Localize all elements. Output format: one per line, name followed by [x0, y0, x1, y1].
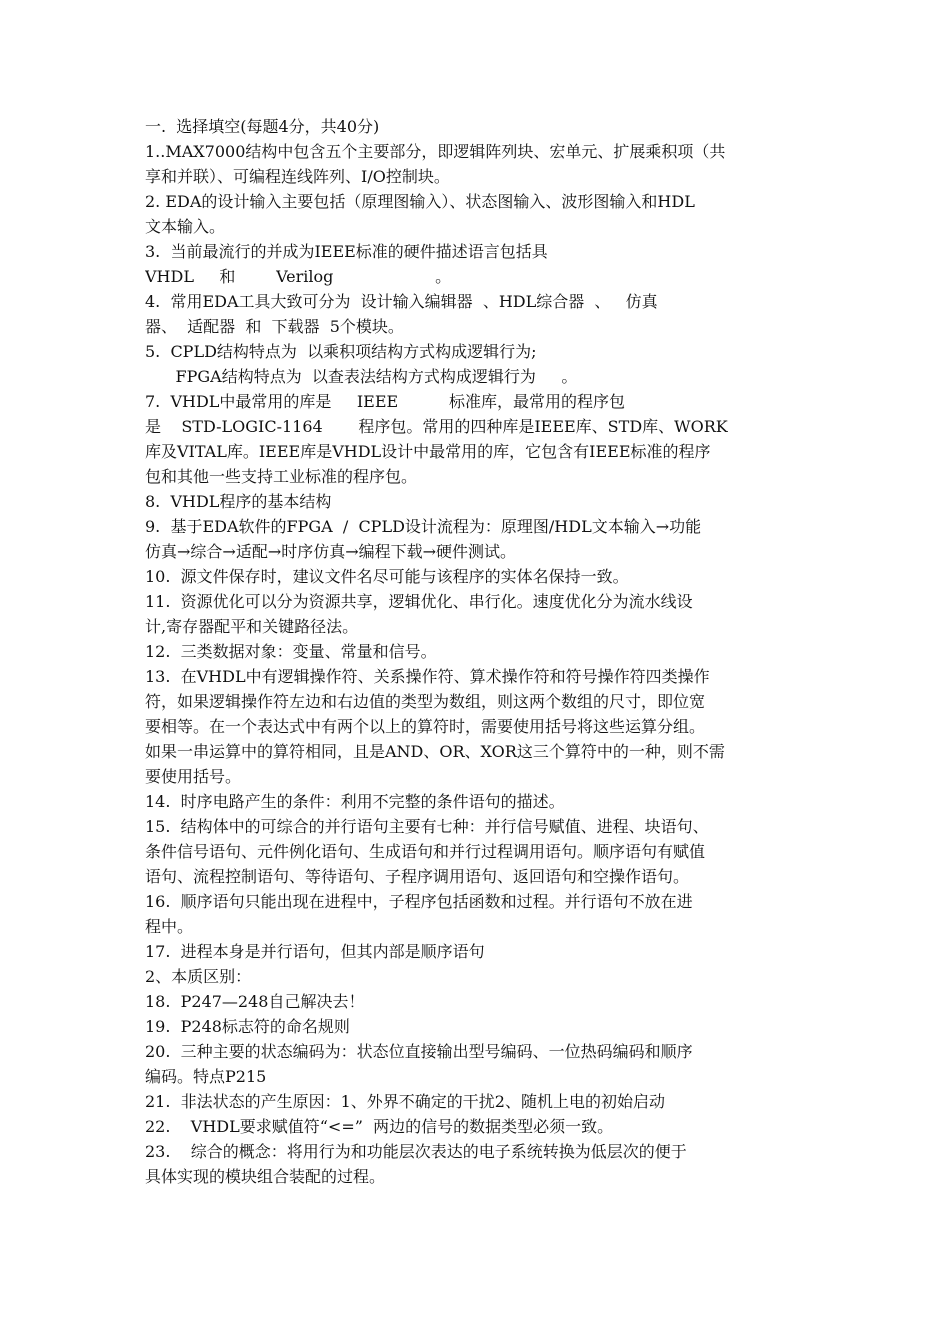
- text-line: 语句、流程控制语句、等待语句、子程序调用语句、返回语句和空操作语句。: [145, 867, 690, 886]
- text-line: 20. 三种主要的状态编码为：状态位直接输出型号编码、一位热码编码和顺序: [145, 1042, 693, 1061]
- text-line: 仿真→综合→适配→时序仿真→编程下载→硬件测试。: [145, 542, 517, 561]
- text-line: 库及VITAL库。IEEE库是VHDL设计中最常用的库，它包含有IEEE标准的程序: [145, 442, 711, 461]
- text-line: 9. 基于EDA软件的FPGA / CPLD设计流程为：原理图/HDL文本输入→功能: [145, 517, 702, 536]
- text-line: 编码。特点P215: [145, 1067, 267, 1086]
- text-line: 文本输入。: [145, 217, 226, 236]
- text-line: 4. 常用EDA工具大致可分为 设计输入编辑器 、HDL综合器 、 仿真: [145, 292, 658, 311]
- text-line: 2、本质区别：: [145, 967, 252, 986]
- text-line: 7. VHDL中最常用的库是 IEEE 标准库，最常用的程序包: [145, 392, 626, 411]
- text-line: 符，如果逻辑操作符左边和右边值的类型为数组，则这两个数组的尺寸，即位宽: [145, 692, 706, 711]
- text-line: 条件信号语句、元件例化语句、生成语句和并行过程调用语句。顺序语句有赋值: [145, 842, 706, 861]
- text-line: FPGA结构特点为 以查表法结构方式构成逻辑行为 。: [145, 367, 578, 386]
- text-line: 12. 三类数据对象：变量、常量和信号。: [145, 642, 437, 661]
- text-line: 1..MAX7000结构中包含五个主要部分，即逻辑阵列块、宏单元、扩展乘积项（共: [145, 142, 726, 161]
- text-line: 享和并联）、可编程连线阵列、I/O控制块。: [145, 167, 450, 186]
- text-line: 16. 顺序语句只能出现在进程中，子程序包括函数和过程。并行语句不放在进: [145, 892, 693, 911]
- text-line: 计,寄存器配平和关键路径法。: [145, 617, 359, 636]
- text-line: 5. CPLD结构特点为 以乘积项结构方式构成逻辑行为;: [145, 342, 537, 361]
- text-line: 要相等。在一个表达式中有两个以上的算符时，需要使用括号将这些运算分组。: [145, 717, 706, 736]
- text-line: 22. VHDL要求赋值符“<=” 两边的信号的数据类型必须一致。: [145, 1117, 614, 1136]
- text-line: 是 STD-LOGIC-1164 程序包。常用的四种库是IEEE库、STD库、WORK: [145, 417, 728, 436]
- text-line: 13. 在VHDL中有逻辑操作符、关系操作符、算术操作符和符号操作符四类操作: [145, 667, 710, 686]
- text-line: 17. 进程本身是并行语句，但其内部是顺序语句: [145, 942, 485, 961]
- text-line: 11. 资源优化可以分为资源共享，逻辑优化、串行化。速度优化分为流水线设: [145, 592, 693, 611]
- text-line: 14. 时序电路产生的条件：利用不完整的条件语句的描述。: [145, 792, 565, 811]
- text-line: 18. P247—248自己解决去！: [145, 992, 365, 1011]
- text-line: 3. 当前最流行的并成为IEEE标准的硬件描述语言包括具: [145, 242, 548, 261]
- text-line: 器、 适配器 和 下载器 5个模块。: [145, 317, 404, 336]
- text-line: 如果一串运算中的算符相同，且是AND、OR、XOR这三个算符中的一种，则不需: [145, 742, 725, 761]
- text-line: 19. P248标志符的命名规则: [145, 1017, 350, 1036]
- document-body: [145, 114, 810, 1189]
- text-line: 10. 源文件保存时，建议文件名尽可能与该程序的实体名保持一致。: [145, 567, 629, 586]
- text-line: 23. 综合的概念：将用行为和功能层次表达的电子系统转换为低层次的便于: [145, 1142, 687, 1161]
- text-line: 具体实现的模块组合装配的过程。: [145, 1167, 386, 1186]
- text-line: 程中。: [145, 917, 194, 936]
- text-line: 要使用括号。: [145, 767, 242, 786]
- text-line: 21. 非法状态的产生原因：1、外界不确定的干扰2、随机上电的初始启动: [145, 1092, 665, 1111]
- text-line: 2. EDA的设计输入主要包括（原理图输入）、状态图输入、波形图输入和HDL: [145, 192, 695, 211]
- text-line: 包和其他一些支持工业标准的程序包。: [145, 467, 418, 486]
- text-line: 8. VHDL程序的基本结构: [145, 492, 332, 511]
- text-line: 一. 选择填空(每题4分，共40分): [145, 117, 380, 136]
- text-line: VHDL 和 Verilog 。: [145, 267, 452, 286]
- text-line: 15. 结构体中的可综合的并行语句主要有七种：并行信号赋值、进程、块语句、: [145, 817, 709, 836]
